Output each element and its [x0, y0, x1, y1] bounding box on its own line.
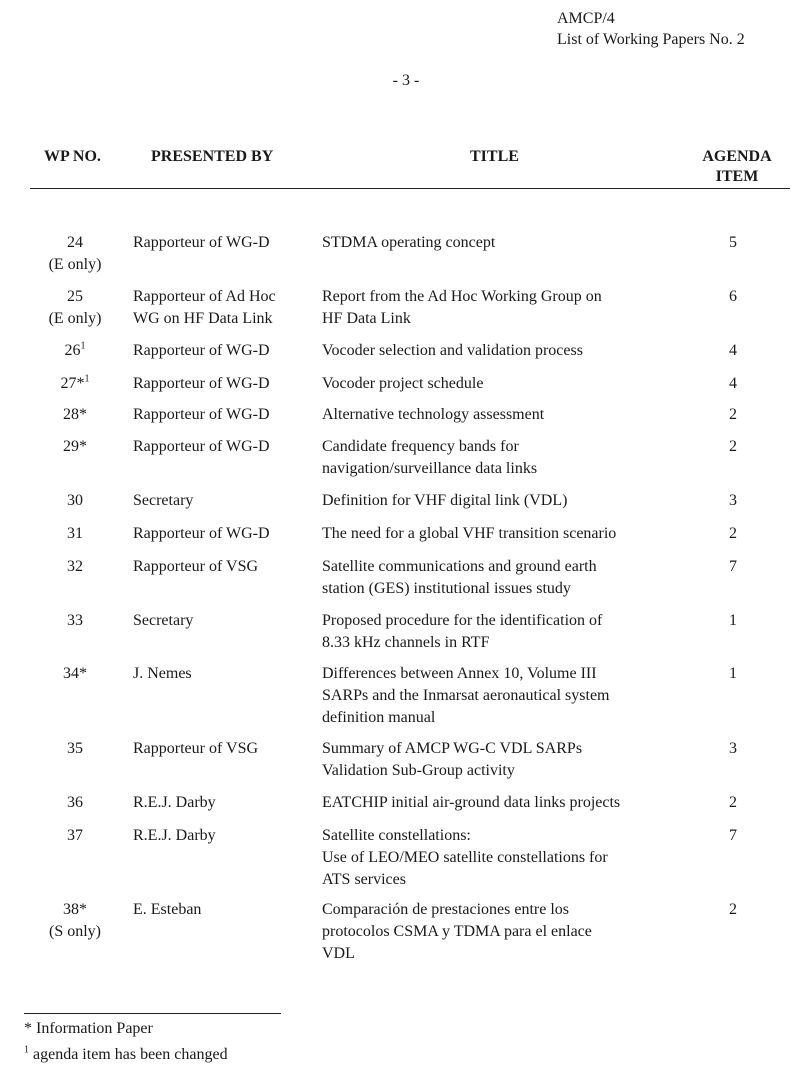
paper-title-line: protocolos CSMA y TDMA para el enlace: [322, 923, 592, 940]
wp-number-text: 35: [67, 740, 83, 757]
paper-title-line: Candidate frequency bands for: [322, 438, 519, 455]
paper-title-line: definition manual: [322, 709, 436, 726]
presented-by: [133, 232, 313, 254]
wp-number-text: 37: [67, 827, 83, 844]
paper-title-line: Differences between Annex 10, Volume III: [322, 665, 597, 682]
wp-number-value: [30, 404, 120, 426]
wp-number-value: [30, 523, 120, 545]
wp-number: [30, 610, 120, 632]
footnote-marker: 1: [80, 340, 86, 352]
wp-number-text: 29*: [63, 438, 87, 455]
presented-by: [133, 899, 313, 921]
wp-number-text: 30: [67, 492, 83, 509]
agenda-item: 7: [729, 558, 737, 575]
agenda-item: 2: [729, 525, 737, 542]
wp-number-text: 33: [67, 612, 83, 629]
presented-by: [133, 556, 313, 578]
wp-number-text: 32: [67, 558, 83, 575]
paper-title-line: Satellite constellations:: [322, 827, 471, 844]
paper-title-line: EATCHIP initial air-ground data links projects: [322, 794, 621, 811]
language-note: (S only): [49, 923, 101, 940]
presented-by: [133, 404, 313, 426]
paper-title-line: Definition for VHF digital link (VDL): [322, 492, 568, 509]
paper-title-line: 8.33 kHz channels in RTF: [322, 634, 490, 651]
paper-title-line: Summary of AMCP WG-C VDL SARPs: [322, 740, 583, 757]
doc-id: AMCP/4: [557, 10, 615, 27]
paper-title: [322, 340, 682, 362]
column-header-title: TITLE: [470, 148, 519, 165]
wp-number-value: [30, 232, 120, 254]
header-divider: [30, 188, 790, 189]
presented-by-line: Rapporteur of WG-D: [133, 438, 270, 455]
agenda-item: 1: [729, 665, 737, 682]
agenda-header-line1: AGENDA: [702, 148, 772, 165]
footnote-divider: [24, 1013, 281, 1014]
paper-title: [322, 738, 682, 782]
presented-by-line: Secretary: [133, 612, 194, 629]
paper-title-line: Satellite communications and ground earth: [322, 558, 597, 575]
paper-title: [322, 792, 682, 814]
paper-title: [322, 663, 682, 729]
paper-title-line: HF Data Link: [322, 310, 411, 327]
paper-title: [322, 556, 682, 600]
agenda-header-line2: ITEM: [715, 168, 759, 185]
wp-number-text: 38*: [63, 901, 87, 918]
wp-number: [30, 340, 120, 362]
paper-title: [322, 610, 682, 654]
agenda-item: 7: [729, 827, 737, 844]
paper-title: [322, 899, 682, 965]
wp-number-value: [30, 373, 120, 395]
agenda-item: 3: [729, 492, 737, 509]
wp-number-text: 27*: [60, 375, 85, 392]
wp-number-value: [30, 286, 120, 308]
paper-title: [322, 232, 682, 254]
wp-number-text: 31: [67, 525, 83, 542]
presented-by-line: Rapporteur of Ad Hoc: [133, 288, 276, 305]
paper-title-line: SARPs and the Inmarsat aeronautical system: [322, 687, 610, 704]
paper-title: [322, 490, 682, 512]
paper-title-line: Use of LEO/MEO satellite constellations for: [322, 849, 608, 866]
presented-by-line: Secretary: [133, 492, 194, 509]
presented-by-line: R.E.J. Darby: [133, 794, 216, 811]
paper-title-line: navigation/surveillance data links: [322, 460, 538, 477]
paper-title-line: Comparación de prestaciones entre los: [322, 901, 570, 918]
paper-title-line: VDL: [322, 945, 355, 962]
column-header-presented-by: PRESENTED BY: [151, 148, 274, 165]
paper-title-line: Validation Sub-Group activity: [322, 762, 515, 779]
presented-by: [133, 663, 313, 685]
footnote-agenda-changed: [24, 1045, 228, 1065]
presented-by-line: Rapporteur of WG-D: [133, 342, 270, 359]
footnote-agenda-text: agenda item has been changed: [33, 1046, 228, 1063]
wp-number: [30, 792, 120, 814]
wp-number-value: [30, 663, 120, 685]
paper-title: [322, 825, 682, 891]
wp-number-text: 28*: [63, 406, 87, 423]
column-header-agenda-item: [692, 147, 782, 187]
presented-by-line: Rapporteur of VSG: [133, 740, 259, 757]
wp-number: [30, 373, 120, 395]
presented-by: [133, 286, 313, 330]
footnote-marker: 1: [24, 1044, 29, 1056]
wp-number: [30, 556, 120, 578]
presented-by-line: Rapporteur of WG-D: [133, 375, 270, 392]
wp-number-value: [30, 490, 120, 512]
presented-by: [133, 436, 313, 458]
paper-title: [322, 436, 682, 480]
presented-by: [133, 738, 313, 760]
paper-title: [322, 523, 682, 545]
language-note: (E only): [48, 310, 102, 327]
agenda-item: 3: [729, 740, 737, 757]
wp-number-text: 34*: [63, 665, 87, 682]
page-number: - 3 -: [392, 72, 420, 89]
wp-number: [30, 899, 120, 943]
wp-number-value: [30, 738, 120, 760]
agenda-item: 2: [729, 438, 737, 455]
doc-subtitle: List of Working Papers No. 2: [557, 31, 745, 48]
agenda-item: 6: [729, 288, 737, 305]
wp-number-value: [30, 556, 120, 578]
wp-number: [30, 436, 120, 458]
presented-by-line: Rapporteur of WG-D: [133, 234, 270, 251]
presented-by: [133, 373, 313, 395]
wp-number-value: [30, 792, 120, 814]
doc-header: [557, 8, 745, 50]
wp-number-text: 36: [67, 794, 83, 811]
wp-number: [30, 404, 120, 426]
presented-by: [133, 523, 313, 545]
presented-by: [133, 792, 313, 814]
wp-number-value: [30, 610, 120, 632]
paper-title-line: Proposed procedure for the identification of: [322, 612, 603, 629]
paper-title: [322, 404, 682, 426]
presented-by-line: WG on HF Data Link: [133, 310, 273, 327]
language-note: (E only): [48, 256, 102, 273]
paper-title: [322, 286, 682, 330]
agenda-item: 4: [729, 342, 737, 359]
agenda-item: 4: [729, 375, 737, 392]
presented-by: [133, 610, 313, 632]
paper-title: [322, 373, 682, 395]
wp-number: [30, 825, 120, 847]
paper-title-line: Vocoder project schedule: [322, 375, 484, 392]
agenda-item: 2: [729, 406, 737, 423]
wp-number-text: 24: [67, 234, 83, 251]
agenda-item: 2: [729, 794, 737, 811]
agenda-item: 5: [729, 234, 737, 251]
wp-number: [30, 490, 120, 512]
presented-by: [133, 490, 313, 512]
footnote-marker: 1: [84, 373, 90, 385]
presented-by-line: Rapporteur of WG-D: [133, 525, 270, 542]
footnote-information-paper: * Information Paper: [24, 1020, 153, 1037]
presented-by-line: Rapporteur of WG-D: [133, 406, 270, 423]
wp-number-value: [30, 436, 120, 458]
wp-number-value: [30, 899, 120, 921]
presented-by: [133, 825, 313, 847]
wp-number-value: [30, 825, 120, 847]
paper-title-line: ATS services: [322, 871, 406, 888]
presented-by: [133, 340, 313, 362]
paper-title-line: Vocoder selection and validation process: [322, 342, 583, 359]
presented-by-line: E. Esteban: [133, 901, 202, 918]
paper-title-line: Report from the Ad Hoc Working Group on: [322, 288, 602, 305]
wp-number: [30, 523, 120, 545]
paper-title-line: The need for a global VHF transition scenario: [322, 525, 617, 542]
wp-number-text: 25: [67, 288, 83, 305]
wp-number: [30, 738, 120, 760]
agenda-item: 2: [729, 901, 737, 918]
presented-by-line: J. Nemes: [133, 665, 192, 682]
presented-by-line: R.E.J. Darby: [133, 827, 216, 844]
wp-number-value: [30, 340, 120, 362]
wp-number: [30, 663, 120, 685]
wp-number: [30, 232, 120, 276]
paper-title-line: STDMA operating concept: [322, 234, 496, 251]
presented-by-line: Rapporteur of VSG: [133, 558, 259, 575]
paper-title-line: station (GES) institutional issues study: [322, 580, 571, 597]
wp-number: [30, 286, 120, 330]
agenda-item: 1: [729, 612, 737, 629]
paper-title-line: Alternative technology assessment: [322, 406, 545, 423]
wp-number-text: 26: [64, 342, 81, 359]
column-header-wp-no: WP NO.: [44, 148, 101, 165]
